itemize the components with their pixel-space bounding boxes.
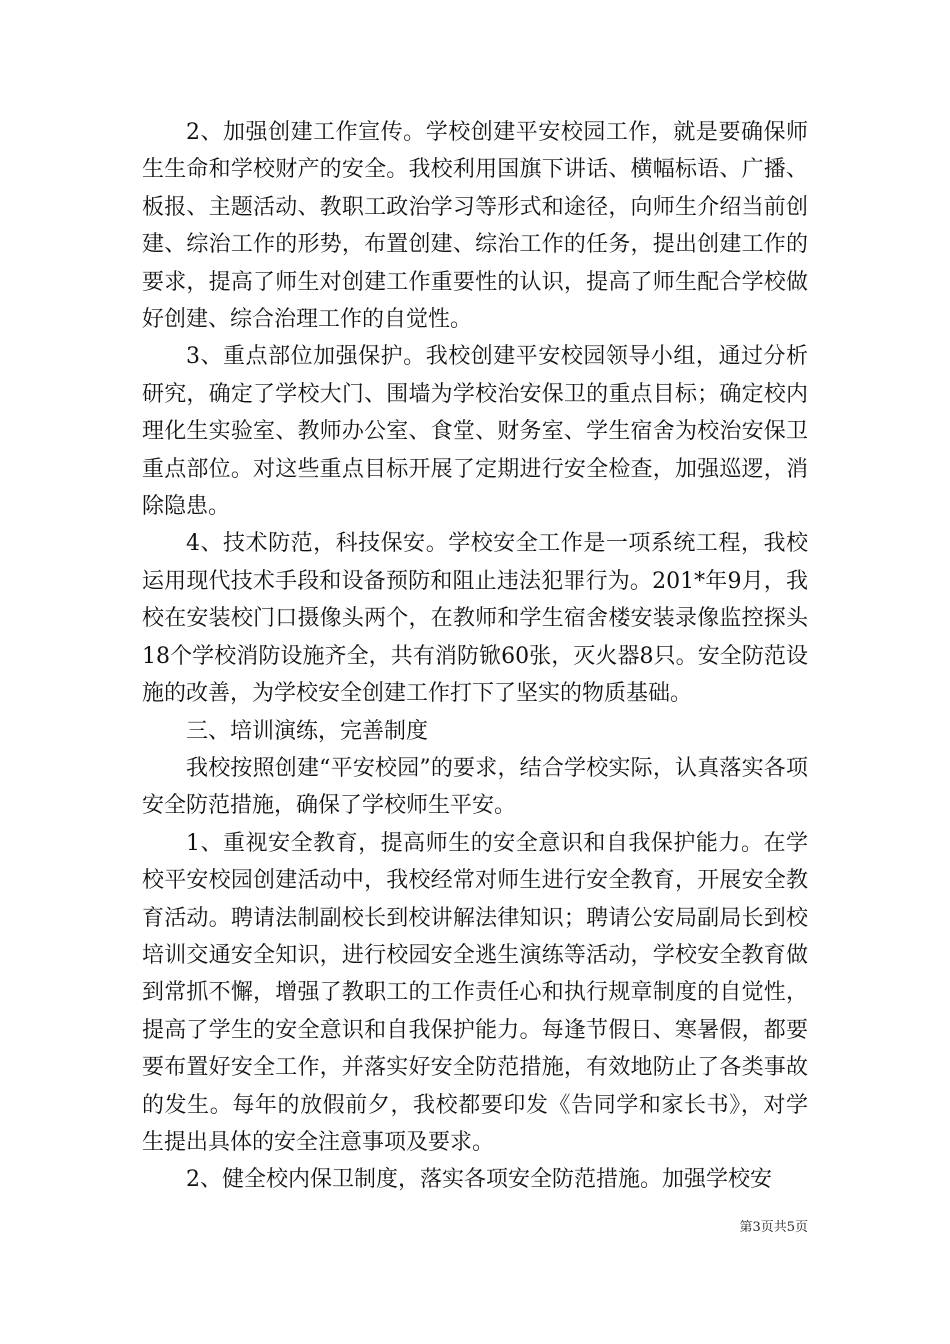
document-body <box>142 114 808 1199</box>
paragraph-intro-training: 我校按照创建“平安校园”的要求，结合学校实际，认真落实各项安全防范措施，确保了学校师生平安。 <box>142 755 808 819</box>
paragraph-security-system: 2、健全校内保卫制度，落实各项安全防范措施。加强学校安 <box>186 1167 772 1193</box>
paragraph-publicity: 2、加强创建工作宣传。学校创建平安校园工作，就是要确保师生生命和学校财产的安全。我校利用国旗下讲话、横幅标语、广播、板报、主题活动、教职工政治学习等形式和途径，向师生介绍当前创建、综治工作的形势，布置创建、综治工作的任务，提出创建工作的要求，提高了师生对创建工作重要性的认识，提高了师生配合学校做好创建、综合治理工作的自觉性。 <box>142 120 808 333</box>
page-number-footer: 第3页共5页 <box>739 1220 808 1235</box>
paragraph-safety-education: 1、重视安全教育，提高师生的安全意识和自我保护能力。在学校平安校园创建活动中，我校经常对师生进行安全教育，开展安全教育活动。聘请法制副校长到校讲解法律知识；聘请公安局副局长到校培训交通安全知识，进行校园安全逃生演练等活动，学校安全教育做到常抓不懈，增强了教职工的工作责任心和执行规章制度的自觉性，提高了学生的安全意识和自我保护能力。每逢节假日、寒暑假，都要要布置好安全工作，并落实好安全防范措施，有效地防止了各类事故的发生。每年的放假前夕，我校都要印发《告同学和家长书》，对学生提出具体的安全注意事项及要求。 <box>142 830 808 1155</box>
paragraph-key-locations: 3、重点部位加强保护。我校创建平安校园领导小组，通过分析研究，确定了学校大门、围墙为学校治安保卫的重点目标；确定校内理化生实验室、教师办公室、食堂、财务室、学生宿舍为校治安保卫重点部位。对这些重点目标开展了定期进行安全检查，加强巡逻，消除隐患。 <box>142 344 808 520</box>
paragraph-tech-security: 4、技术防范，科技保安。学校安全工作是一项系统工程，我校运用现代技术手段和设备预防和阻止违法犯罪行为。201*年9月，我校在安装校门口摄像头两个，在教师和学生宿舍楼安装录像监控探头18个学校消防设施齐全，共有消防锨60张，灭火器8只。安全防范设施的改善，为学校安全创建工作打下了坚实的物质基础。 <box>142 531 808 707</box>
section-heading-training: 三、培训演练，完善制度 <box>186 718 429 744</box>
